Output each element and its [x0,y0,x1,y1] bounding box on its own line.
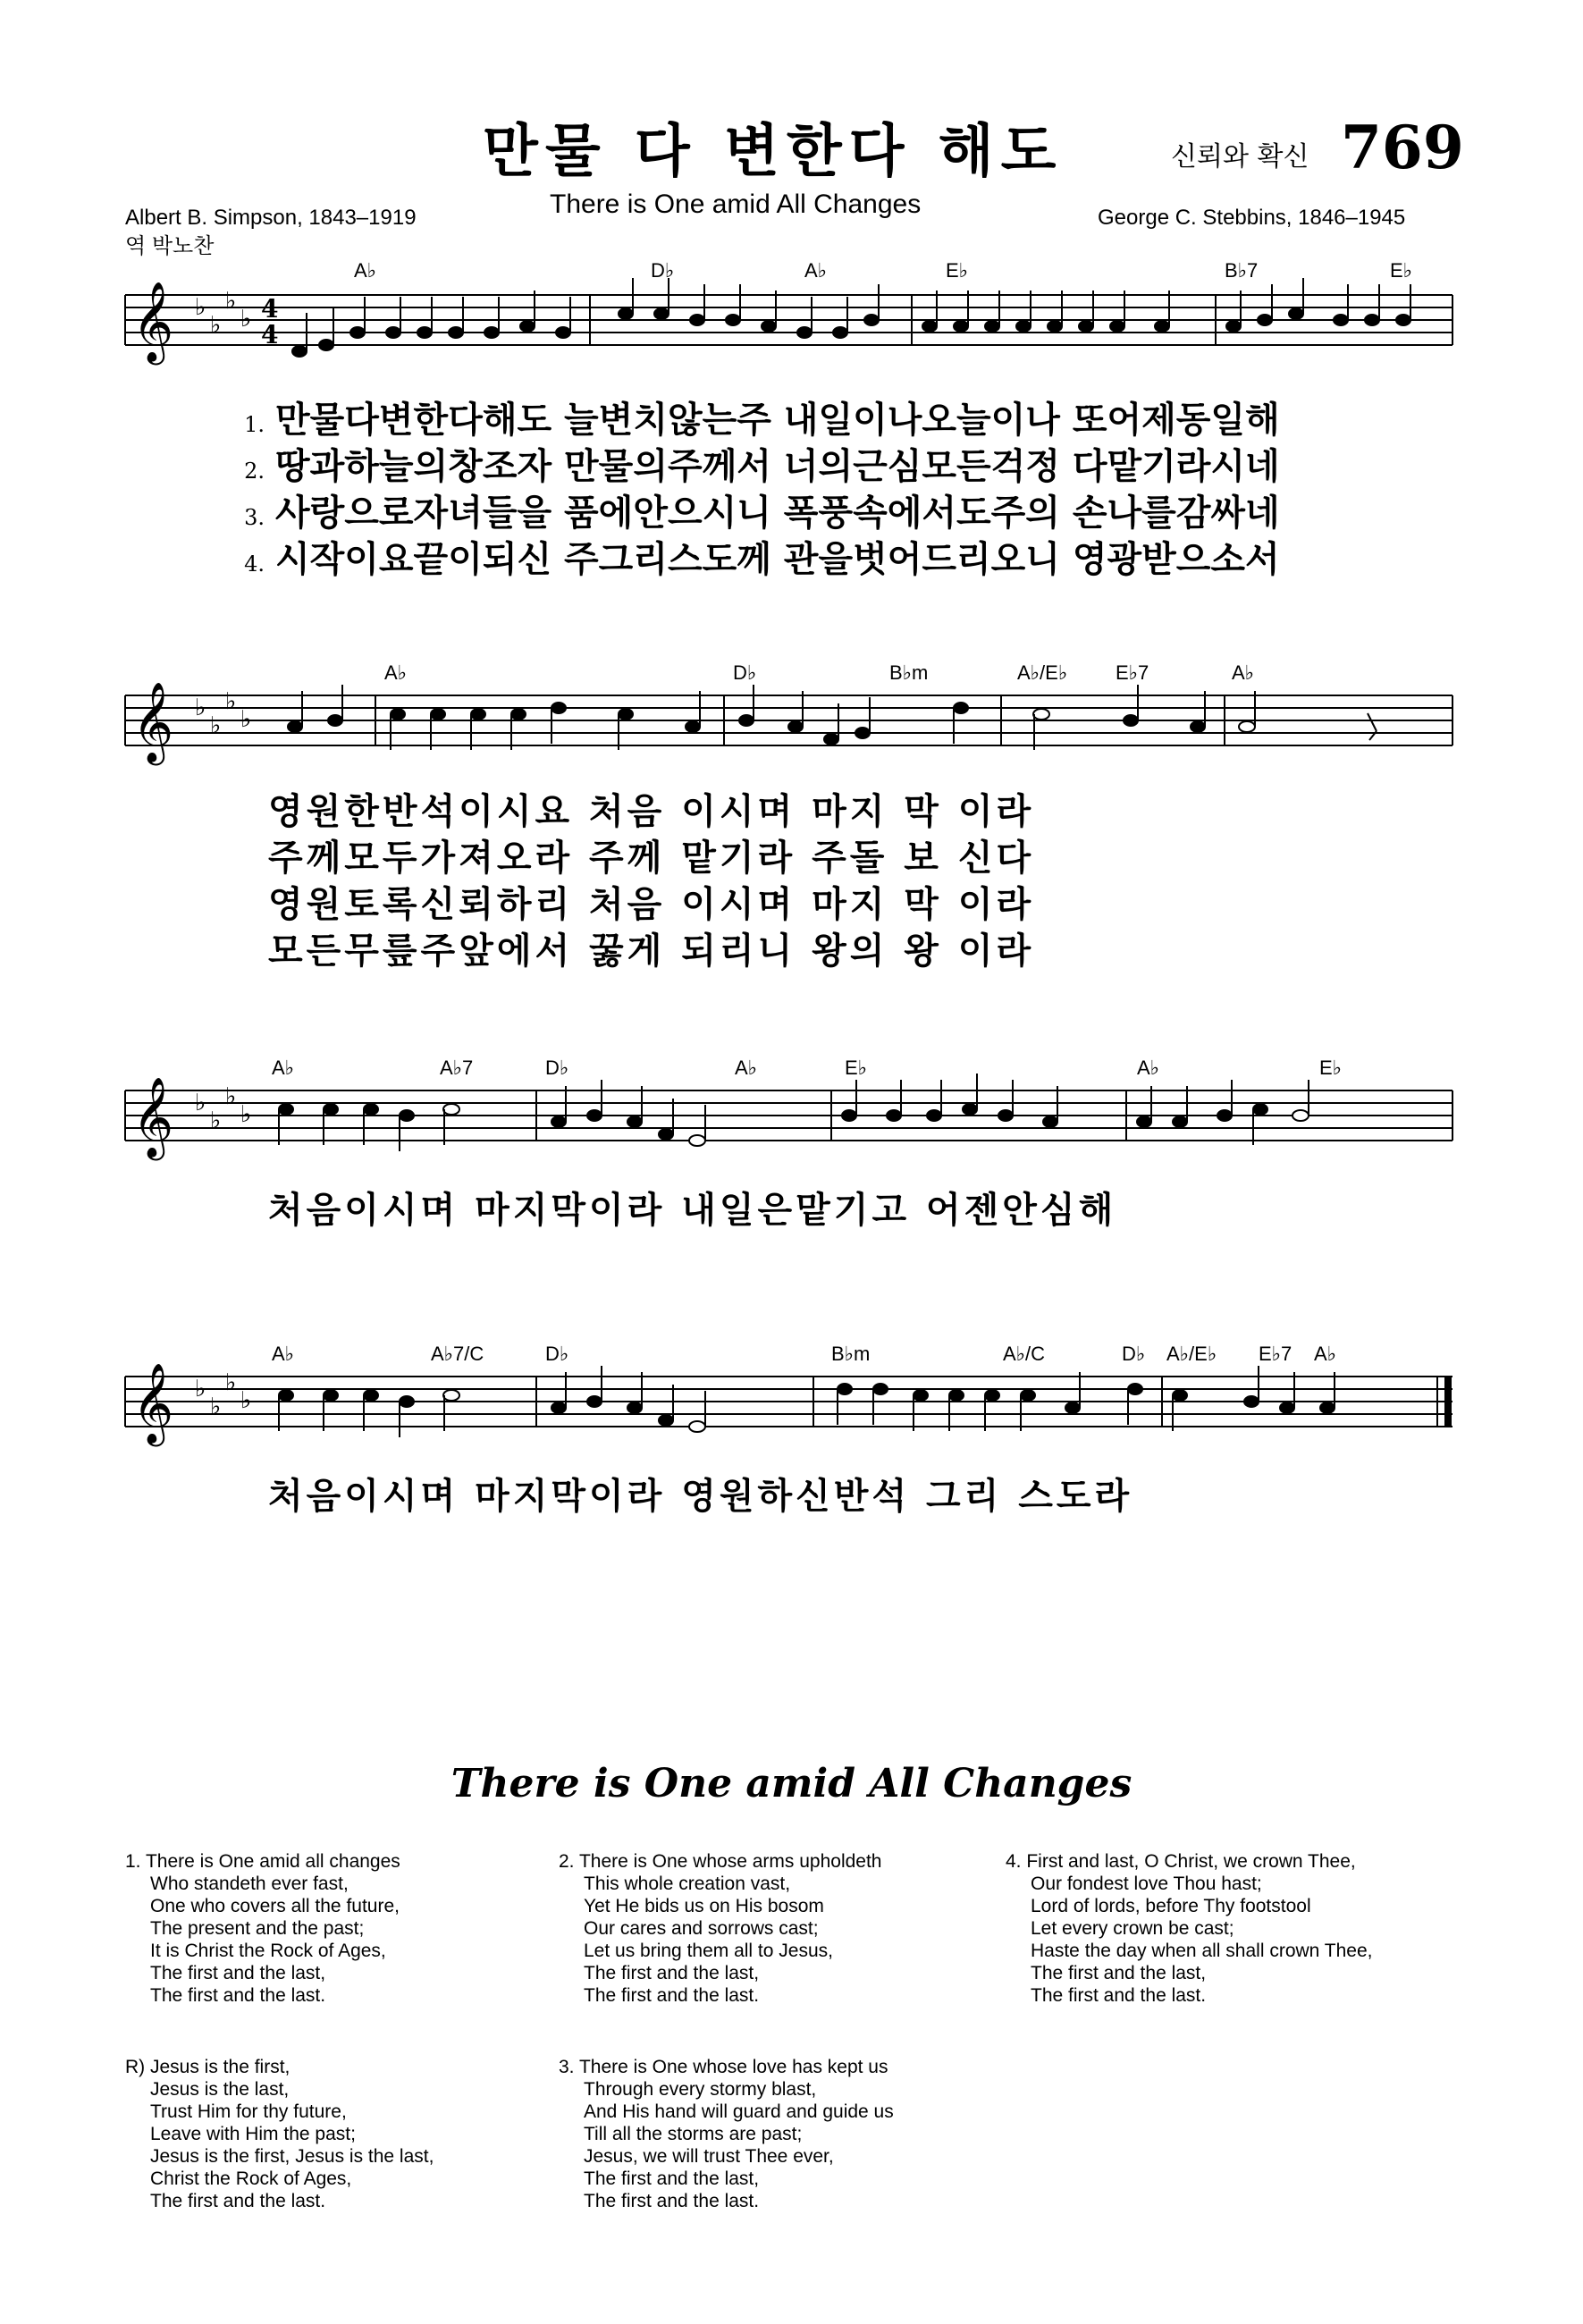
svg-text:♭: ♭ [195,1090,206,1116]
music-staff-3 [0,1064,1583,1171]
time-signature-bottom: 4 [261,320,279,349]
music-staff-1 [0,268,1583,402]
author-credit: Albert B. Simpson, 1843–1919 [125,206,417,230]
refrain-line: 주께모두가져오라 주께 맡기라 주돌 보 신다 [268,838,1035,879]
chord-symbol: D♭ [1122,1343,1146,1365]
svg-text:♭: ♭ [225,288,237,315]
chord-symbol: E♭ [946,259,969,282]
chord-symbol: D♭ [545,1343,569,1365]
english-stanza-2: 2. There is One whose arms upholdeth This whole creation vast, Yet He bids us on His bosom Our cares and sorrows cast; Let us bring them all to Jesus, The first and the last, The first and the last. [559,1851,882,2006]
chord-symbol: A♭/E♭ [1017,661,1068,684]
refrain-line: 처음이시며 마지막이라 내일은맡기고 어젠안심해 [268,1190,1117,1231]
chord-symbol: D♭ [733,661,757,684]
chord-symbol: A♭ [804,259,828,282]
svg-text:♭: ♭ [210,1107,222,1134]
verse-line: 4. 시작이요끝이되신 주그리스도께 관을벗어드리오니 영광받으소서 [244,539,1280,580]
hymn-number: 769 [1341,113,1464,182]
svg-text:♭: ♭ [240,306,252,333]
chord-symbol: A♭ [1137,1057,1160,1079]
svg-text:♭: ♭ [240,706,252,733]
verse-line: 1. 만물다변한다해도 늘변치않는주 내일이나오늘이나 또어제동일해 [244,400,1280,441]
svg-text:♭: ♭ [210,312,222,339]
chord-symbol: E♭7 [1259,1343,1293,1365]
verse-line: 2. 땅과하늘의창조자 만물의주께서 너의근심모든걱정 다맡기라시네 [244,446,1280,487]
chord-symbol: E♭ [1390,259,1413,282]
chord-symbol: A♭ [272,1343,295,1365]
english-refrain: R) Jesus is the first, Jesus is the last, Trust Him for thy future, Leave with Him the past; Jesus is the first, Jesus is the last, Christ the Rock of Ages, The first and the last. [125,2057,434,2211]
chord-symbol: A♭ [354,259,377,282]
refrain-line: 처음이시며 마지막이라 영원하신반석 그리 스도라 [268,1476,1133,1517]
svg-text:♭: ♭ [195,1376,206,1402]
svg-text:♭: ♭ [195,294,206,321]
refrain-line: 영원한반석이시요 처음 이시며 마지 막 이라 [268,791,1035,832]
english-subtitle: There is One amid All Changes [550,189,922,219]
chord-symbol: A♭ [1314,1343,1337,1365]
hymn-category: 신뢰와 확신 [1171,141,1309,173]
chord-symbol: A♭ [272,1057,295,1079]
svg-text:𝄞: 𝄞 [132,1363,174,1444]
refrain-line: 모든무릎주앞에서 꿇게 되리니 왕의 왕 이라 [268,930,1035,972]
english-title: There is One amid All Changes [450,1761,1133,1806]
chord-symbol: B♭m [889,661,929,684]
chord-symbol: B♭m [831,1343,871,1365]
page-title: 만물 다 변한다 해도 [483,119,1064,185]
svg-text:♭: ♭ [225,688,237,715]
chord-symbol: D♭ [651,259,675,282]
music-staff-4 [0,1350,1583,1457]
svg-text:♭: ♭ [225,1083,237,1110]
svg-text:♭: ♭ [240,1101,252,1128]
english-stanza-4: 4. First and last, O Christ, we crown Thee, Our fondest love Thou hast; Lord of lords, before Thy footstool Let every crown be cast; Haste the day when all shall crown Thee, The first and the last, The first and the last. [1006,1851,1373,2006]
chord-symbol: A♭ [735,1057,758,1079]
verse-line: 3. 사랑으로자녀들을 품에안으시니 폭풍속에서도주의 손나를감싸네 [244,493,1280,534]
refrain-line: 영원토록신뢰하리 처음 이시며 마지 막 이라 [268,884,1035,925]
chord-symbol: E♭ [845,1057,868,1079]
svg-text:♭: ♭ [210,1394,222,1420]
time-signature-top: 4 [261,294,279,324]
chord-symbol: D♭ [545,1057,569,1079]
chord-symbol: A♭ [1232,661,1255,684]
music-staff-2 [0,669,1583,776]
final-barline [1444,1377,1452,1427]
composer-credit: George C. Stebbins, 1846–1945 [1098,206,1406,230]
chord-symbol: B♭7 [1225,259,1259,282]
translator-credit: 역 박노찬 [125,234,215,258]
chord-symbol: A♭/E♭ [1166,1343,1217,1365]
svg-text:𝄞: 𝄞 [132,1077,174,1158]
chord-symbol: E♭7 [1116,661,1149,684]
svg-text:𝄞: 𝄞 [132,682,174,762]
svg-text:♭: ♭ [210,712,222,739]
svg-text:𝄞: 𝄞 [132,282,174,362]
english-stanza-3: 3. There is One whose love has kept us Through every stormy blast, And His hand will guard and guide us Till all the storms are past; Jesus, we will trust Thee ever, The first and the last, The first and the last. [559,2057,894,2211]
chord-symbol: A♭7 [440,1057,474,1079]
chord-symbol: A♭ [384,661,408,684]
svg-text:♭: ♭ [225,1369,237,1396]
svg-text:♭: ♭ [240,1387,252,1414]
chord-symbol: A♭7/C [431,1343,484,1365]
chord-symbol: E♭ [1319,1057,1343,1079]
chord-symbol: A♭/C [1003,1343,1046,1365]
svg-text:♭: ♭ [195,695,206,721]
english-stanza-1: 1. There is One amid all changes Who standeth ever fast, One who covers all the future, The present and the past; It is Christ the Rock of Ages, The first and the last, The first and the last. [125,1851,400,2006]
